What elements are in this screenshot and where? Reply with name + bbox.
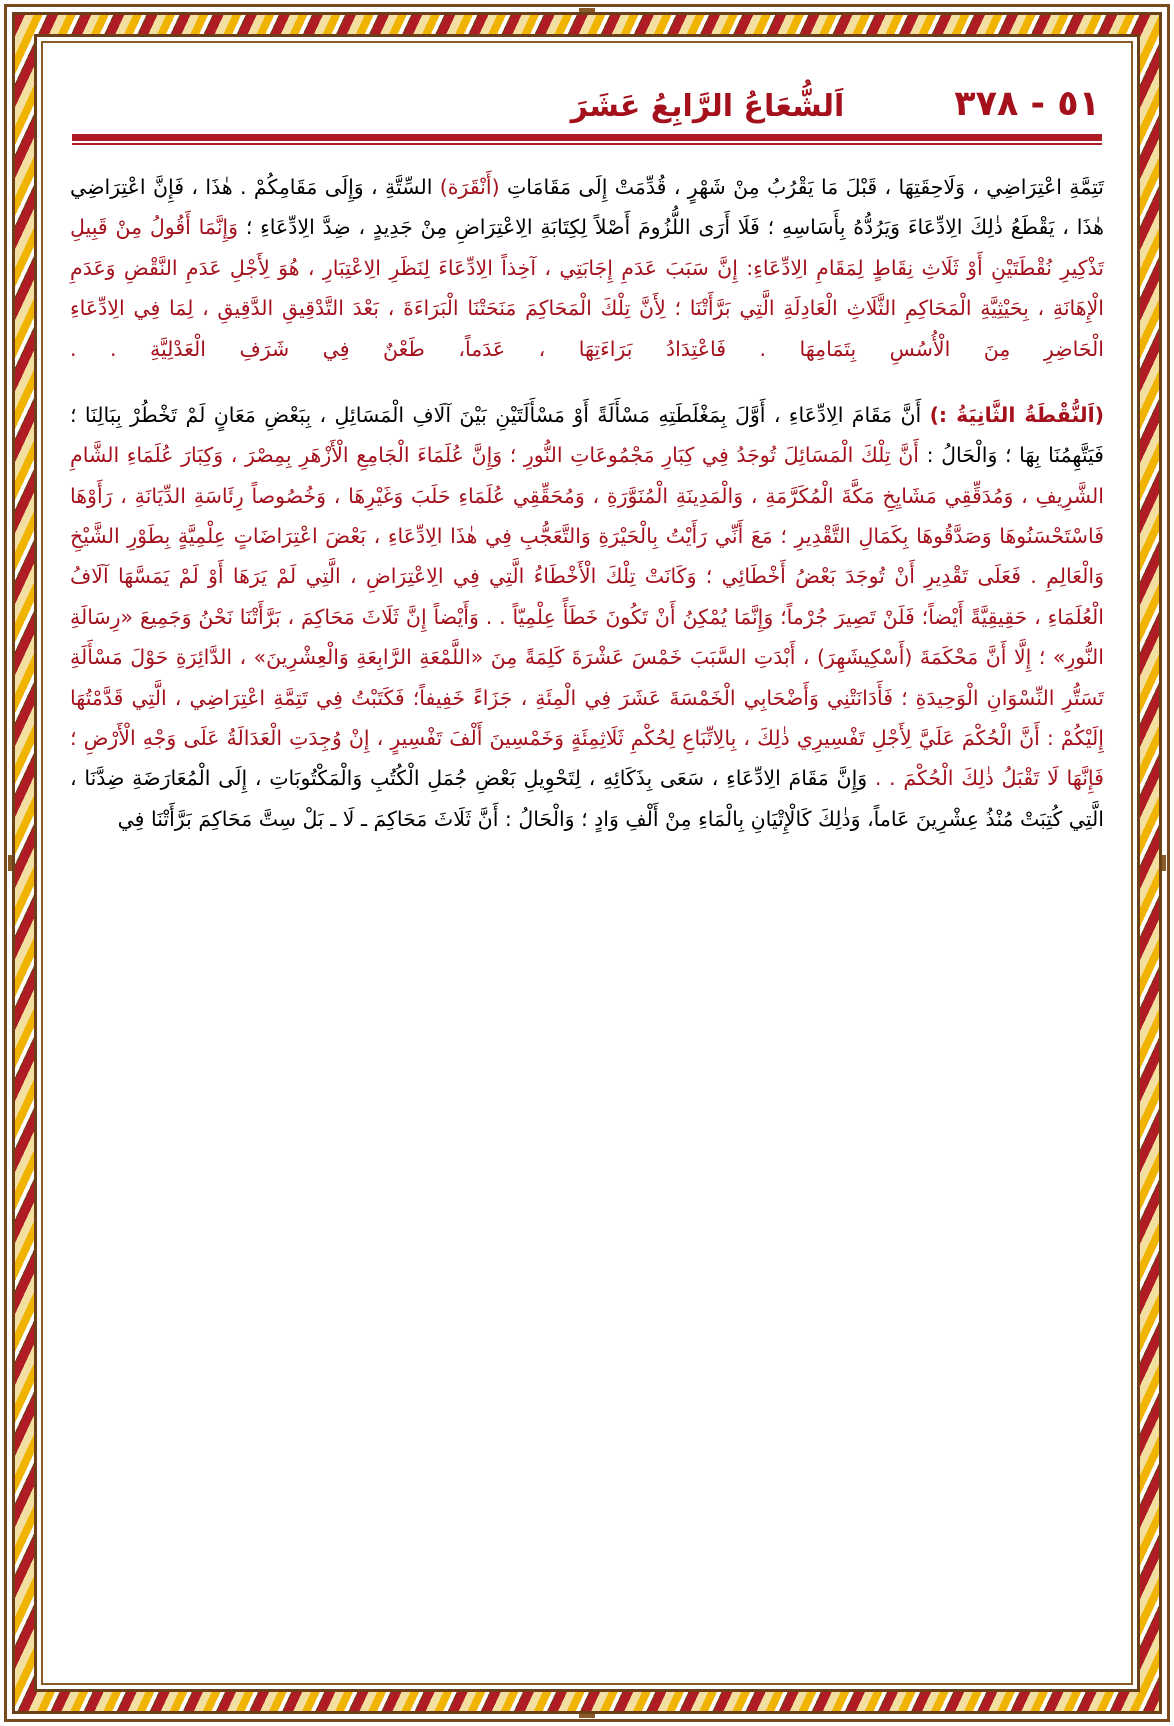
text-segment-emphasis: وَإِنَّمَا أَقُولُ مِنْ قَبِيلِ تَذْكِيرِ نُقْطَتَيْنِ أَوْ ثَلَاثِ نِقَاطٍ لِمَقَامِ الِادِّعَاءِ: إِنَّ سَبَبَ عَدَمِ إِجَابَتِي ، آخِذاً الِادِّعَاءَ لِنَظَرِ الِاعْتِبَارِ ، هُوَ لِأَجْلِ عَدَمِ النَّقْضِ وَعَدَمِ الْإِهَانَةِ ، بِحَيْثِيَّةِ الْمَحَاكِمِ الثَّلَاثِ الْعَادِلَةِ الَّتِي بَرَّأَتْنَا ؛ لِأَنَّ تِلْكَ الْمَحَاكِمَ مَنَحَتْنَا الْبَرَاءَةَ ، بَعْدَ التَّدْقِيقِ الدَّقِيقِ ، لِمَا فِي الِادِّعَاءِ الْحَاضِرِ مِنَ الْأُسُسِ بِتَمَامِهَا . فَاعْتِدَادُ بَرَاءَتِهَا ، عَدَماً، طَعْنٌ فِي شَرَفِ الْعَدْلِيَّةِ . . xyxy=(70,215,1104,361)
section-heading-inline: (اَلنُّقْطَةُ الثَّانِيَةُ :) xyxy=(929,402,1104,427)
page-header xyxy=(64,62,1110,124)
text-segment: السِّتَّةِ ، وَإِلَى مَقَامِكُمْ . هٰذَا ، فَإِنَّ اعْتِرَاضِي هٰذَا ، يَقْطَعُ ذٰلِكَ الِادِّعَاءَ وَيَرُدُّهُ بِأَسَاسِهِ ؛ فَلَا أَرَى اللُّزُومَ أَصْلاً لِكِتَابَةِ الِاعْتِرَاضِ مِنْ جَدِيدٍ ، ضِدَّ الِادِّعَاءِ ؛ xyxy=(70,175,1104,240)
text-segment: أَنَّ مَقَامَ الِادِّعَاءِ ، أَوَّلَ بِمَغْلَطَتِهِ مَسْأَلَةً أَوْ مَسْأَلَتَيْنِ بَيْنَ آلَافِ الْمَسَائِلِ ، بِبَعْضِ مَعَانٍ لَمْ تَخْطُرْ بِبَالِنَا ؛ فَيَتَّهِمُنَا بِهَا ؛ وَالْحَالُ : xyxy=(70,402,1104,468)
page-title: اَلشُّعَاعُ الرَّابِعُ عَشَرَ xyxy=(570,89,845,124)
paragraph-1 xyxy=(70,167,1104,369)
header-divider xyxy=(64,134,1110,145)
text-segment-emphasis: أَنَّ تِلْكَ الْمَسَائِلَ تُوجَدُ فِي كِبَارِ مَجْمُوعَاتِ النُّورِ ؛ وَإِنَّ عُلَمَاءَ الْجَامِعِ الْأَزْهَرِ بِمِصْرَ ، وَكِبَارَ عُلَمَاءِ الشَّامِ الشَّرِيفِ ، وَمُدَقِّقِي مَشَايِخِ مَكَّةَ الْمُكَرَّمَةِ ، وَالْمَدِينَةِ الْمُنَوَّرَةِ ، وَمُحَقِّقِي عُلَمَاءِ حَلَبَ وَغَيْرِهَا ، وَخُصُوصاً رِئَاسَةِ الدِّيَانَةِ ، رَأَوْهَا فَاسْتَحْسَنُوهَا وَصَدَّقُوهَا بِكَمَالِ التَّقْدِيرِ ؛ مَعَ أَنِّي رَأَيْتُ بِالْحَيْرَةِ وَالتَّعَجُّبِ فِي هٰذَا الِادِّعَاءِ ، بَعْضَ اعْتِرَاضَاتٍ عِلْمِيَّةٍ بِطَوْرِ الشَّيْخِ وَالْعَالِمِ . فَعَلَى تَقْدِيرِ أَنْ تُوجَدَ بَعْضُ أَخْطَائِي ؛ وَكَانَتْ تِلْكَ الْأَخْطَاءُ الَّتِي فِي الِاعْتِرَاضِ ، الَّتِي لَمْ يَرَهَا أَوْ لَمْ يَمَسَّهَا آلَافُ الْعُلَمَاءِ ، حَقِيقِيَّةً أَيْضاً؛ فَلَنْ تَصِيرَ جُرْماً؛ وَإِنَّمَا يُمْكِنُ أَنْ تَكُونَ خَطَأً عِلْمِيّاً . . وَأَيْضاً إِنَّ ثَلَاثَ مَحَاكِمَ ، بَرَّأَتْنَا نَحْنُ وَجَمِيعَ «رِسَالَةِ النُّورِ» ؛ إِلَّا أَنَّ مَحْكَمَةَ (أَسْكِيشَهِرَ) ، أَبْدَتِ السَّبَبَ خَمْسَ عَشْرَةَ كَلِمَةً مِنَ «اللَّمْعَةِ الرَّابِعَةِ وَالْعِشْرِينَ» ، الدَّائِرَةِ حَوْلَ مَسْأَلَةِ تَسَتُّرِ النِّسْوَانِ الْوَحِيدَةِ ؛ فَأَدَانَتْنِي وَأَضْحَابِي الْخَمْسَةَ عَشَرَ فِي الْمِئَةِ ، جَزَاءً خَفِيفاً؛ فَكَتَبْتُ فِي تَتِمَّةِ اعْتِرَاضِي ، الَّتِي قَدَّمْتُهَا إِلَيْكُمْ : أَنَّ الْحُكْمَ عَلَيَّ لِأَجْلِ تَفْسِيرِي ذٰلِكَ ، بِالِاتِّبَاعِ لِحُكْمِ ثَلَاثِمِئَةٍ وَخَمْسِينَ أَلْفَ تَفْسِيرٍ ، إِنْ وُجِدَتِ الْعَدَالَةُ عَلَى وَجْهِ الْأَرْضِ ؛ فَإِنَّهَا لَا تَقْبَلُ ذٰلِكَ الْحُكْمَ . . xyxy=(70,443,1104,791)
body-text xyxy=(64,167,1110,839)
page-number: ٥١ - ٣٧٨ xyxy=(954,84,1100,124)
divider-thick-rule xyxy=(72,134,1102,141)
text-segment: وَإِنَّ مَقَامَ الِادِّعَاءِ ، سَعَى بِذَكَائِهِ ، لِتَحْوِيلِ بَعْضِ جُمَلِ الْكُتُبِ وَالْمَكْتُوبَاتِ ، إِلَى الْمُعَارَضَةِ ضِدَّنَا ، الَّتِي كُتِبَتْ مُنْذُ عِشْرِينَ عَاماً، وَذٰلِكَ كَالْإِتْيَانِ بِالْمَاءِ مِنْ أَلْفِ وَادٍ ؛ وَالْحَالُ : أَنَّ ثَلَاثَ مَحَاكِمَ ـ لَا ـ بَلْ سِتَّ مَحَاكِمَ بَرَّأَتْنَا فِي xyxy=(70,766,1104,831)
page-content xyxy=(52,52,1122,1674)
divider-thin-rule xyxy=(72,143,1102,145)
text-segment: تَتِمَّةِ اعْتِرَاضِي ، وَلَاحِقَتِهَا ، قَبْلَ مَا يَقْرُبُ مِنْ شَهْرٍ ، قُدِّمَتْ إِلَى مَقَامَاتِ xyxy=(499,175,1104,199)
paragraph-2 xyxy=(70,395,1104,839)
highlighted-place-name: (أَنْقَرَة) xyxy=(439,175,500,199)
